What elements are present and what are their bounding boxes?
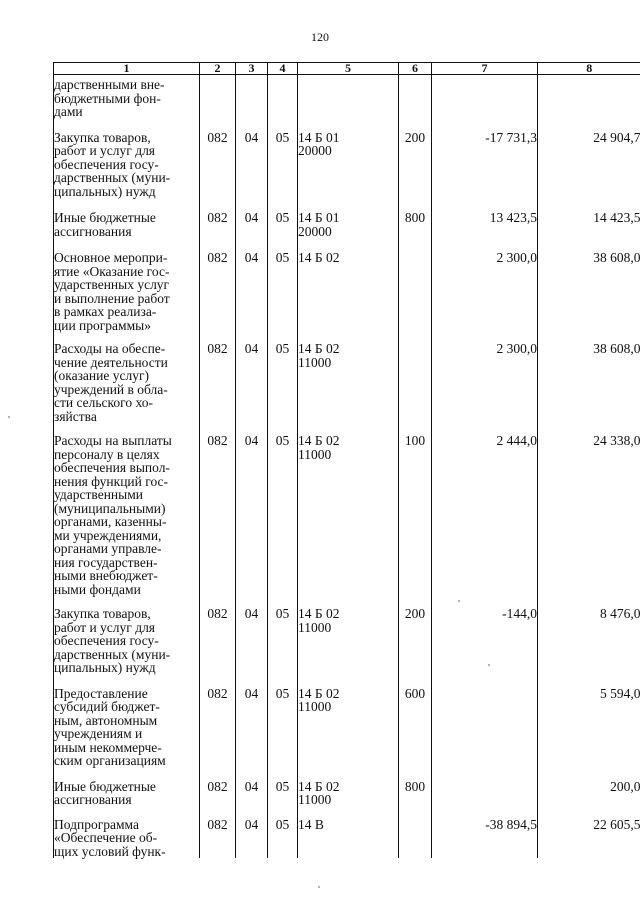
ministry-code: 082 <box>200 687 236 780</box>
expense-type-code: 800 <box>399 211 432 251</box>
row-description-line: бюджетными фон- <box>54 90 161 106</box>
row-description <box>54 251 200 342</box>
row-description-line: ассигнования <box>54 792 132 807</box>
row-description <box>54 607 200 687</box>
target-article-code <box>298 818 399 859</box>
expense-type-code: 200 <box>399 607 432 687</box>
target-article-code-line: 11000 <box>298 619 332 635</box>
target-article-code <box>298 607 399 687</box>
table-header-row <box>54 63 640 75</box>
ministry-code: 082 <box>200 211 236 251</box>
ministry-code <box>200 75 236 131</box>
row-description-line: ципальных) нужд <box>54 660 156 675</box>
target-article-code-line: 14 В <box>298 816 324 832</box>
subsection-code: 05 <box>268 687 298 780</box>
row-description <box>54 780 200 818</box>
target-article-code-line: 14 Б 01 <box>298 210 340 225</box>
row-description <box>54 434 200 607</box>
row-description-line: работ и услуг для <box>54 619 156 635</box>
amount-change <box>432 687 538 780</box>
row-description <box>54 75 200 131</box>
budget-table <box>53 62 640 858</box>
row-description-line: ципальных) нужд <box>54 183 156 199</box>
column-header: 4 <box>268 63 298 75</box>
page-number: 120 <box>311 30 329 44</box>
amount-change <box>432 780 538 818</box>
section-code: 04 <box>236 607 268 687</box>
row-description-line: щих условий функ- <box>54 843 166 859</box>
row-description-line: и выполнение работ <box>54 290 170 306</box>
ministry-code: 082 <box>200 818 236 859</box>
column-header: 7 <box>432 63 538 75</box>
section-code: 04 <box>236 211 268 251</box>
row-description-line: обеспечения госу- <box>54 633 159 648</box>
expense-type-code <box>399 818 432 859</box>
amount-total: 5 594,0 <box>538 687 640 780</box>
target-article-code <box>298 780 399 818</box>
scan-speck <box>318 886 320 888</box>
ministry-code: 082 <box>200 342 236 434</box>
scan-speck <box>488 664 490 666</box>
subsection-code: 05 <box>268 251 298 342</box>
row-description-line: ным, автономным <box>54 712 158 728</box>
row-description-line: Расходы на обеспе- <box>54 341 166 356</box>
target-article-code-line: 14 Б 02 <box>298 250 340 265</box>
row-description-line: учреждений в обла- <box>54 381 168 397</box>
amount-total: 200,0 <box>538 780 640 818</box>
row-description-line: ными фондами <box>54 581 141 597</box>
amount-change <box>432 75 538 131</box>
target-article-code-line: 14 Б 02 <box>298 433 340 448</box>
section-code: 04 <box>236 687 268 780</box>
amount-total <box>538 75 640 131</box>
row-description-line: «Обеспечение об- <box>54 830 158 845</box>
table-row <box>54 75 640 131</box>
row-description-line: обеспечения выпол- <box>54 460 170 475</box>
section-code <box>236 75 268 131</box>
expense-type-code: 100 <box>399 434 432 607</box>
expense-type-code <box>399 75 432 131</box>
row-description-line: дами <box>54 104 83 119</box>
section-code: 04 <box>236 251 268 342</box>
row-description-line: ударственных услуг <box>54 277 170 292</box>
amount-total: 38 608,0 <box>538 342 640 434</box>
target-article-code <box>298 687 399 780</box>
section-code: 04 <box>236 342 268 434</box>
row-description-line: Подпрограмма <box>54 816 139 832</box>
row-description-line: Закупка товаров, <box>54 606 151 621</box>
target-article-code <box>298 342 399 434</box>
row-description-line: персоналу в целях <box>54 446 160 462</box>
table-row <box>54 131 640 212</box>
target-article-code <box>298 434 399 607</box>
amount-change: -144,0 <box>432 607 538 687</box>
amount-total: 8 476,0 <box>538 607 640 687</box>
row-description-line: дарственных (муни- <box>54 646 171 662</box>
table-row <box>54 342 640 434</box>
amount-change: -17 731,3 <box>432 131 538 212</box>
table-row <box>54 434 640 607</box>
row-description-line: сти сельского хо- <box>54 395 153 410</box>
row-description-line: дарственными вне- <box>54 77 165 92</box>
amount-total: 14 423,5 <box>538 211 640 251</box>
row-description-line: в рамках реализа- <box>54 304 157 319</box>
row-description-line: (муниципальными) <box>54 500 166 516</box>
subsection-code: 05 <box>268 780 298 818</box>
row-description-line: органами управле- <box>54 541 162 556</box>
ministry-code: 082 <box>200 251 236 342</box>
subsection-code: 05 <box>268 434 298 607</box>
subsection-code <box>268 75 298 131</box>
row-description-line: ским организациям <box>54 753 166 768</box>
amount-total: 38 608,0 <box>538 251 640 342</box>
row-description-line: дарственных (муни- <box>54 170 171 185</box>
target-article-code <box>298 75 399 131</box>
row-description-line: обеспечения госу- <box>54 156 159 172</box>
section-code: 04 <box>236 780 268 818</box>
section-code: 04 <box>236 434 268 607</box>
row-description-line: органами, казенны- <box>54 514 167 529</box>
row-description-line: зяйства <box>54 408 97 424</box>
target-article-code-line: 11000 <box>298 354 332 370</box>
table-row <box>54 780 640 818</box>
row-description-line: ятие «Оказание гос- <box>54 263 170 279</box>
expense-type-code <box>399 251 432 342</box>
row-description <box>54 342 200 434</box>
target-article-code <box>298 131 399 212</box>
row-description-line: иным некоммерче- <box>54 739 162 755</box>
row-description-line: Расходы на выплаты <box>54 433 172 448</box>
target-article-code <box>298 211 399 251</box>
row-description-line: ассигнования <box>54 223 132 239</box>
row-description <box>54 818 200 859</box>
row-description-line: учреждениям и <box>54 726 143 741</box>
expense-type-code: 800 <box>399 780 432 818</box>
column-header: 5 <box>298 63 399 75</box>
target-article-code-line: 11000 <box>298 699 332 714</box>
subsection-code: 05 <box>268 818 298 859</box>
target-article-code-line: 14 Б 02 <box>298 685 340 701</box>
row-description-line: Закупка товаров, <box>54 129 151 145</box>
column-header: 3 <box>236 63 268 75</box>
row-description-line: нения функций гос- <box>54 473 169 489</box>
row-description-line: работ и услуг для <box>54 143 156 158</box>
row-description <box>54 211 200 251</box>
target-article-code-line: 11000 <box>298 446 332 462</box>
table-body <box>54 75 640 859</box>
row-description-line: (оказание услуг) <box>54 368 149 383</box>
column-header: 8 <box>538 63 640 75</box>
amount-change: -38 894,5 <box>432 818 538 859</box>
row-description-line: ными внебюджет- <box>54 568 158 583</box>
column-header: 1 <box>54 63 200 75</box>
row-description-line: чение деятельности <box>54 354 168 370</box>
amount-change: 13 423,5 <box>432 211 538 251</box>
target-article-code <box>298 251 399 342</box>
amount-total: 24 338,0 <box>538 434 640 607</box>
row-description-line: субсидий бюджет- <box>54 699 160 714</box>
table-row <box>54 251 640 342</box>
subsection-code: 05 <box>268 342 298 434</box>
amount-total: 24 904,7 <box>538 131 640 212</box>
row-description-line: Иные бюджетные <box>54 778 156 794</box>
subsection-code: 05 <box>268 211 298 251</box>
section-code: 04 <box>236 818 268 859</box>
target-article-code-line: 14 Б 02 <box>298 778 340 794</box>
table-row <box>54 687 640 780</box>
row-description-line: ции программы» <box>54 317 151 333</box>
target-article-code-line: 20000 <box>298 143 332 158</box>
section-code: 04 <box>236 131 268 212</box>
row-description <box>54 687 200 780</box>
scan-speck <box>458 600 460 602</box>
target-article-code-line: 14 Б 02 <box>298 606 340 621</box>
amount-change: 2 300,0 <box>432 251 538 342</box>
subsection-code: 05 <box>268 131 298 212</box>
target-article-code-line: 11000 <box>298 792 332 807</box>
row-description-line: Предоставление <box>54 685 148 701</box>
target-article-code-line: 20000 <box>298 223 332 239</box>
column-header: 2 <box>200 63 236 75</box>
table-row <box>54 211 640 251</box>
ministry-code: 082 <box>200 131 236 212</box>
scan-speck <box>8 416 10 418</box>
ministry-code: 082 <box>200 780 236 818</box>
amount-change: 2 300,0 <box>432 342 538 434</box>
row-description-line: ми учреждениями, <box>54 527 162 543</box>
amount-total: 22 605,5 <box>538 818 640 859</box>
subsection-code: 05 <box>268 607 298 687</box>
amount-change: 2 444,0 <box>432 434 538 607</box>
expense-type-code: 200 <box>399 131 432 212</box>
row-description-line: Иные бюджетные <box>54 210 156 225</box>
target-article-code-line: 14 Б 02 <box>298 341 340 356</box>
table-row <box>54 818 640 859</box>
row-description-line: Основное меропри- <box>54 250 168 265</box>
row-description-line: ния государствен- <box>54 554 158 570</box>
table-row <box>54 607 640 687</box>
ministry-code: 082 <box>200 434 236 607</box>
ministry-code: 082 <box>200 607 236 687</box>
expense-type-code: 600 <box>399 687 432 780</box>
row-description-line: ударственными <box>54 487 143 502</box>
row-description <box>54 131 200 212</box>
column-header: 6 <box>399 63 432 75</box>
target-article-code-line: 14 Б 01 <box>298 129 340 145</box>
expense-type-code <box>399 342 432 434</box>
